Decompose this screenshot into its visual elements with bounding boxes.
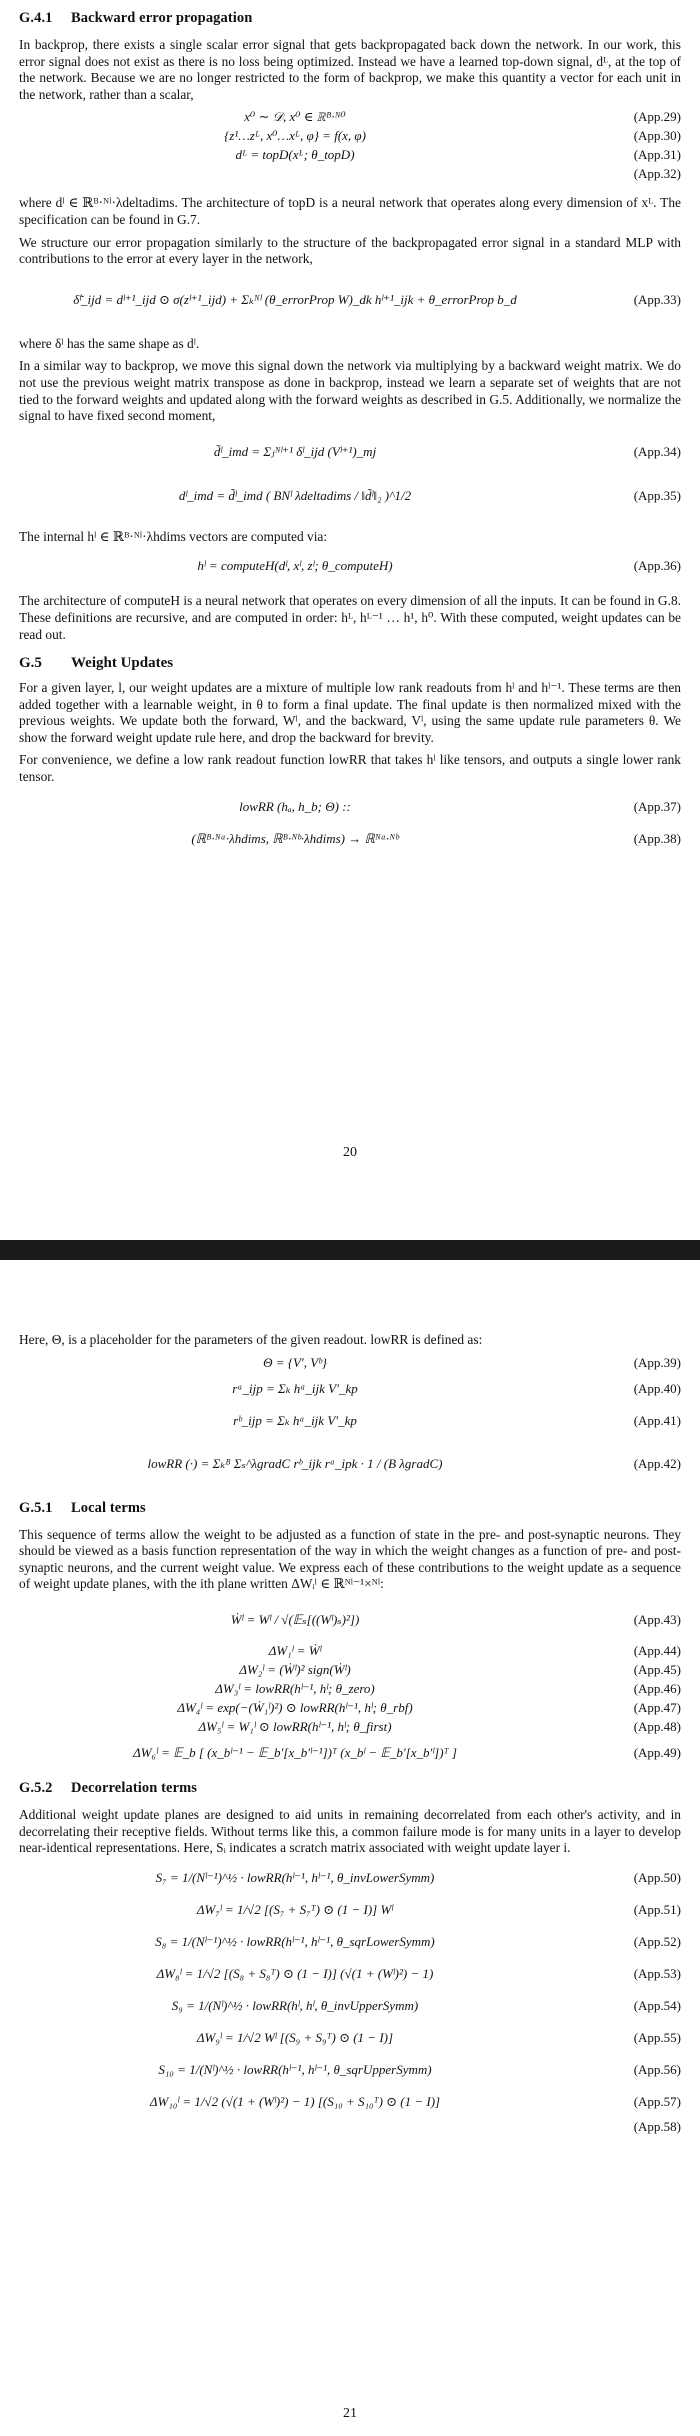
page-21 [0,1260,700,2436]
equation: ΔW₆ˡ = 𝔼_b [ (x_bˡ⁻¹ − 𝔼_b′[x_b′ˡ⁻¹])ᵀ (x_bˡ − 𝔼_b′[x_b′ˡ])ᵀ ] (App.49) [133,1744,681,1760]
equation-number: (App.53) [633,1965,681,1981]
equation: (ℝᴮ·ᴺᵃ·λhdims, ℝᴮ·ᴺᵇ·λhdims) → ℝᴺᵃ·ᴺᵇ (App.38) [191,830,681,846]
equation-number: (App.45) [633,1661,681,1677]
equation [19,2119,681,2138]
page-21-content [19,1332,681,2148]
equation-number: (App.38) [633,830,681,846]
equation: ΔW₅ˡ = W₁ˡ ⊙ lowRR(hˡ⁻¹, hˡ; θ_first) (App.48) [198,1718,681,1734]
equation: S₇ = 1/(Nˡ⁻¹)^½ · lowRR(hˡ⁻¹, hˡ⁻¹, θ_invLowerSymm) (App.50) [155,1869,681,1885]
equation-number: (App.57) [633,2093,681,2109]
equation: ΔW₃ˡ = lowRR(hˡ⁻¹, hˡ; θ_zero) (App.46) [215,1680,681,1696]
equation-number: (App.58) [633,2118,681,2134]
equation: {z¹…zᴸ, x⁰…xᴸ, φ} = f(x, φ) (App.30) [224,128,681,144]
paragraph: where dˡ ∈ ℝᴮ·ᴺˡ·λdeltadims. The architecture of topD is a neural network that operates along every dimension of xᴸ. The specification can be found in G.7. [19,195,681,227]
section-title: Backward error propagation [71,10,253,26]
paragraph: This sequence of terms allow the weight to be adjusted as a function of state in the pre- and post-synaptic neurons. They should be viewed as a basis function representation of the way in which the weight changes as a function of pre- and post-synaptic neurons, and the current weight value. We express each of these contributions to the weight update as a sequence of weight update planes, with the ith plane written ΔWᵢˡ ∈ ℝᴺˡ⁻¹×ᴺˡ: [19,1526,681,1592]
equation-number: (App.33) [633,291,681,307]
page-number: 20 [343,1145,357,1160]
paragraph: Here, Θ, is a placeholder for the parameters of the given readout. lowRR is defined as: [19,1332,483,1347]
equation-number: (App.56) [633,2061,681,2077]
equation-number: (App.48) [633,1718,681,1734]
equation-group-50-58 [19,1863,681,2138]
equation: Ẇˡ = Wˡ / √(𝔼ₛ[((Wˡ)ₛ)²]) (App.43) [230,1611,681,1627]
paragraph: where δˡ has the same shape as dˡ. [19,335,200,351]
equation: ΔW₄ˡ = exp(−(Ẇ₁ˡ)²) ⊙ lowRR(hˡ⁻¹, hˡ; θ_rbf) (App.47) [177,1699,681,1715]
equation: dᴸ = topD(xᴸ; θ_topD) (App.31) [235,147,681,163]
equation: δ̃ˡ_ijd = dˡ⁺¹_ijd ⊙ σ(zˡ⁺¹_ijd) + Σₖᴺˡ (θ_errorProp W)_dk hˡ⁺¹_ijk + θ_errorProp b_d (App.33) [73,291,681,307]
section-heading-g41 [19,10,681,27]
equation-number: (App.36) [633,558,681,574]
equation: hˡ = computeH(dˡ, xˡ, zˡ; θ_computeH) (App.36) [197,558,681,574]
equation-number: (App.47) [633,1699,681,1715]
equation-group-43-49 [19,1599,681,1770]
equation-number: (App.39) [633,1354,681,1370]
equation: dˡ_imd = d̃ˡ_imd ( BNˡ λdeltadims / ‖d̃ˡ‖₂ )^1/2 (App.35) [178,487,681,503]
equation: x⁰ ∼ 𝒟, x⁰ ∈ ℝᴮ·ᴺ⁰ (App.29) [244,109,681,125]
equation-number: (App.43) [633,1611,681,1627]
equation: Θ = {V′, Vᵇ} (App.39) [263,1354,681,1370]
equation-number: (App.49) [633,1744,681,1760]
equation-group-39-42 [19,1355,681,1490]
equation-number: (App.52) [633,1933,681,1949]
equation-group-29-32 [19,109,681,185]
equation: S₈ = 1/(Nˡ⁻¹)^½ · lowRR(hˡ⁻¹, hˡ⁻¹, θ_sqrLowerSymm) (App.52) [155,1933,681,1949]
section-number: G.4.1 [19,10,53,26]
equation-number: (App.40) [633,1380,681,1396]
paragraph: In backprop, there exists a single scalar error signal that gets backpropagated back down the network. In our work, this error signal does not exist as there is no loss being optimized. Instead we have a learned top-down signal, dᴸ, at the top of the network. Because we are no longer restricted to the form of backprop, we make this quantity a vector for each unit in the network, rather than a scalar, [19,37,681,102]
equation: rᵇ_ijp = Σₖ hᵃ_ijk V′_kp (App.41) [233,1412,681,1428]
page-separator [0,1240,700,1260]
paragraph: For a given layer, l, our weight updates are a mixture of multiple low rank readouts from hˡ and hˡ⁻¹. These terms are then added together with a learnable weight, in θ to form a final update. The final update is then normalized mixed with the previous weights. We update both the forward, Wˡ, and the backward, Vˡ, using the same update rule parameters θ. We show the forward weight update rule here, and drop the backward for brevity. [19,680,681,745]
equation-number: (App.37) [633,798,681,814]
equation: S₉ = 1/(Nˡ)^½ · lowRR(hˡ, hˡ, θ_invUpperSymm) (App.54) [171,1997,681,2013]
section-heading-g51 [19,1500,681,1517]
section-heading-g52 [19,1780,681,1797]
equation: ΔW₁ˡ = Ẇˡ (App.44) [268,1642,681,1658]
equation-number: (App.42) [633,1455,681,1471]
equation: lowRR (·) = Σₖᴮ Σₛ^λgradC rᵇ_ijk rᵃ_ipk · 1 / (B λgradC) (App.42) [147,1455,681,1471]
section-number: G.5 [19,655,42,672]
equation: lowRR (hₐ, h_b; Θ) :: (App.37) [239,798,681,814]
equation: ΔW₇ˡ = 1/√2 [(S₇ + S₇ᵀ) ⊙ (1 − I)] Wˡ (App.51) [196,1901,681,1917]
equation-number: (App.50) [633,1869,681,1885]
equation-number: (App.32) [633,166,681,182]
equation: ΔW₁₀ˡ = 1/√2 (√(1 + (Wˡ)²) − 1) [(S₁₀ + S₁₀ᵀ) ⊙ (1 − I)] (App.57) [149,2093,681,2109]
equation-number: (App.35) [633,487,681,503]
equation-number: (App.34) [633,443,681,459]
equation-number: (App.31) [633,147,681,163]
equation: S₁₀ = 1/(Nˡ)^½ · lowRR(hˡ⁻¹, hˡ⁻¹, θ_sqrUpperSymm) (App.56) [158,2061,681,2077]
section-number: G.5.2 [19,1779,53,1796]
equation: ΔW₂ˡ = (Ẇˡ)² sign(Ẇˡ) (App.45) [239,1661,681,1677]
equation-number: (App.41) [633,1412,681,1428]
paragraph: The architecture of computeH is a neural network that operates on every dimension of all the inputs. It can be found in G.8. These definitions are recursive, and are computed in order: hᴸ, hᴸ⁻¹ … h¹, h⁰. With these computed, weight updates can be read out. [19,593,681,642]
paragraph: The internal hˡ ∈ ℝᴮ·ᴺˡ·λhdims vectors are computed via: [19,528,328,544]
page-20-content [19,10,681,866]
paragraph: For convenience, we define a low rank readout function lowRR that takes hˡ like tensors, and outputs a single lower rank tensor. [19,752,681,785]
equation: ΔW₈ˡ = 1/√2 [(S₈ + S₈ᵀ) ⊙ (1 − I)] (√(1 + (Wˡ)²) − 1) (App.53) [156,1965,681,1981]
section-title: Local terms [71,1499,146,1516]
section-heading-g5 [19,655,681,672]
paragraph: In a similar way to backprop, we move this signal down the network via multiplying by a backward weight matrix. We do not use the previous weight matrix transpose as done in backprop, instead we learn a separate set of weights that are not tied to the forward weights and updated along with the forward weights as described in G.5. Additionally, we normalize the signal to have fixed second moment, [19,358,681,424]
equation: ΔW₉ˡ = 1/√2 Wˡ [(S₉ + S₉ᵀ) ⊙ (1 − I)] (App.55) [196,2029,681,2045]
paragraph: We structure our error propagation similarly to the structure of the backpropagated error signal in a standard MLP with contributions to the error at every layer in the network, [19,234,681,267]
paragraph: Additional weight update planes are designed to aid units in remaining decorrelated from each other's activity, and in decorrelating their receptive fields. Without terms like this, a common failure mode is for many units in a layer to develop near-identical representations. Here, Sᵢ indicates a scratch matrix associated with weight update layer i. [19,1806,681,1856]
page-number: 21 [343,2406,357,2421]
section-number: G.5.1 [19,1499,53,1516]
equation-number: (App.55) [633,2029,681,2045]
equation-number: (App.44) [633,1642,681,1658]
equation: rᵃ_ijp = Σₖ hᵃ_ijk V′_kp (App.40) [232,1380,681,1396]
equation-number: (App.54) [633,1997,681,2013]
equation-number: (App.51) [633,1901,681,1917]
equation-number: (App.46) [633,1680,681,1696]
equation-number: (App.30) [633,128,681,144]
equation [19,166,681,185]
equation-number: (App.29) [633,109,681,125]
section-title: Weight Updates [71,655,174,672]
section-title: Decorrelation terms [71,1779,198,1796]
equation: d̃ˡ_imd = Σⱼᴺˡ⁺¹ δˡ_ijd (Vˡ⁺¹)_mj (App.34) [213,443,681,459]
